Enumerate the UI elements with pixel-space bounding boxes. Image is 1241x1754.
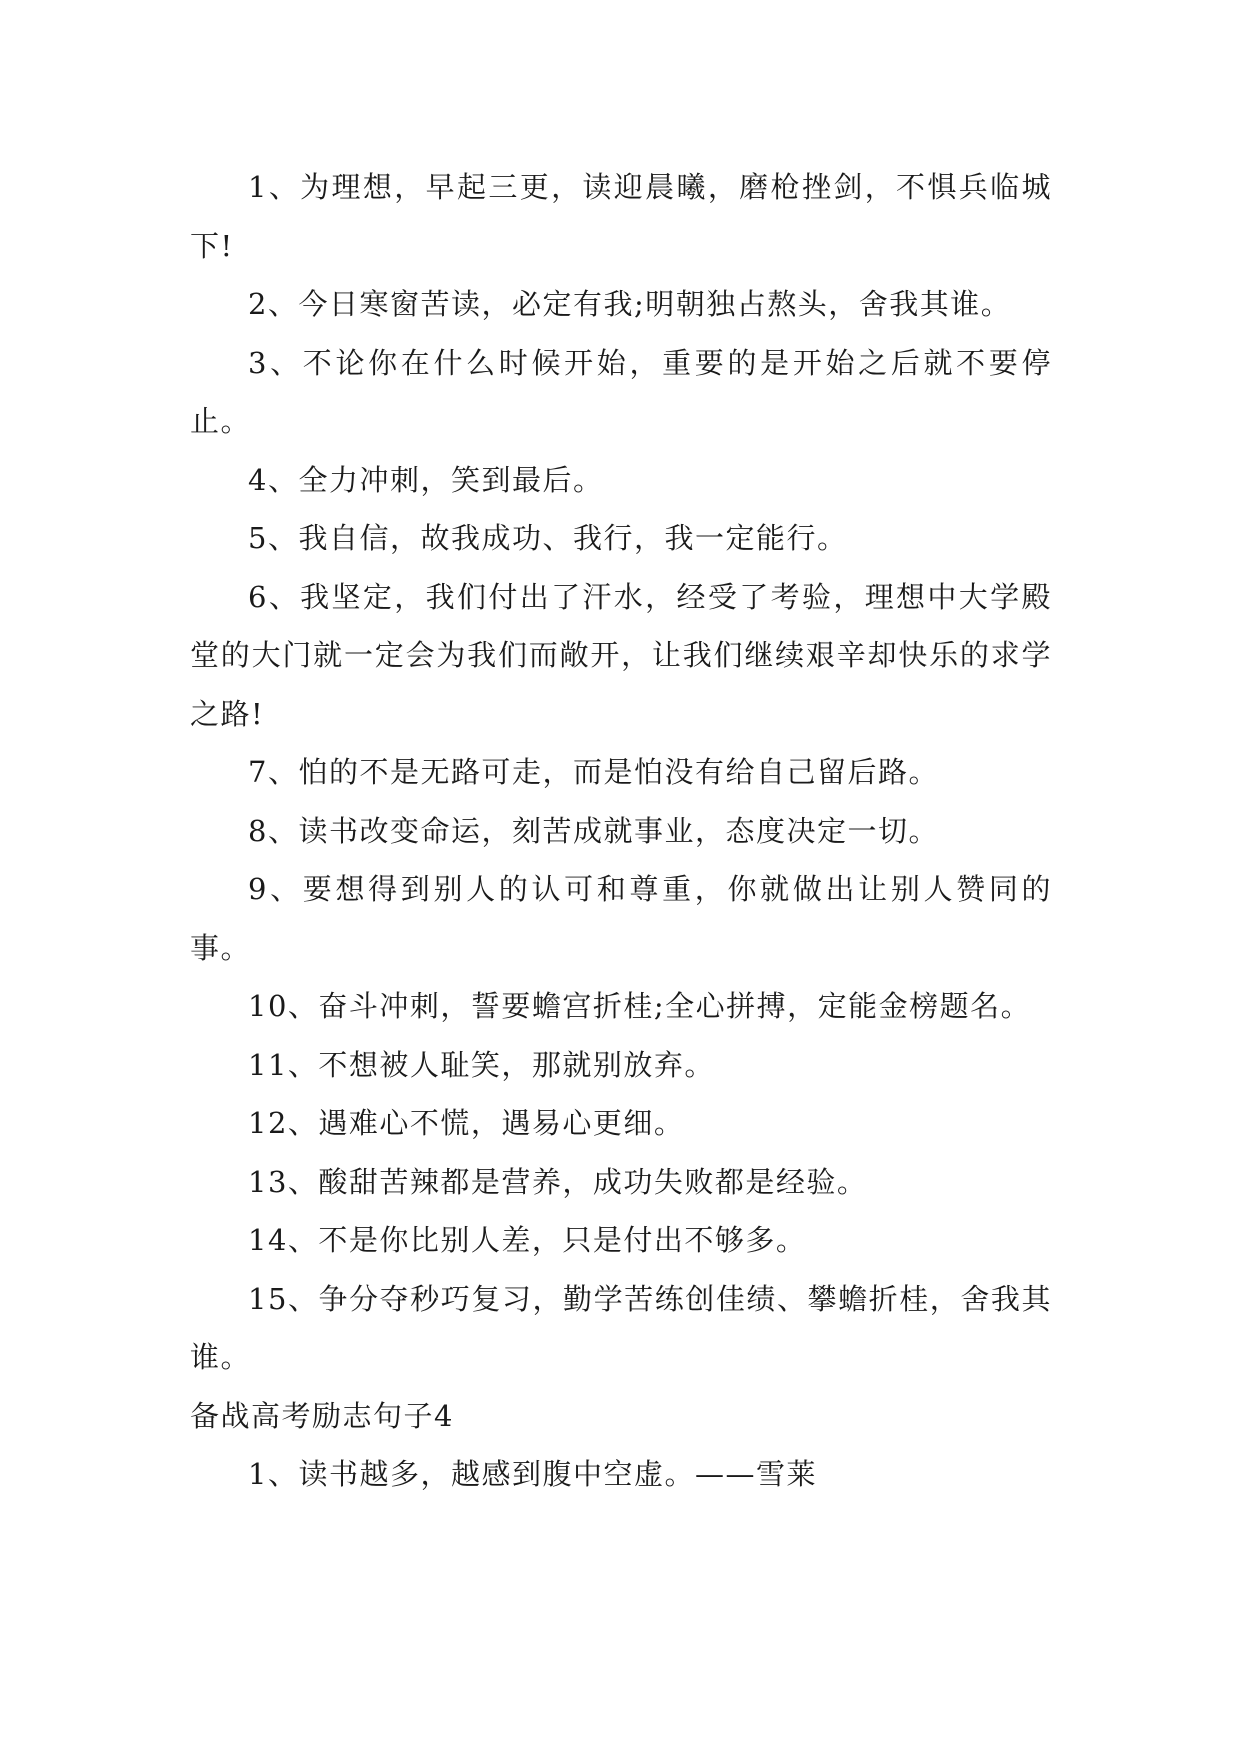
section-paragraph-1: 1、读书越多，越感到腹中空虚。——雪莱 [248, 1457, 817, 1491]
paragraph-15: 15、争分夺秒巧复习，勤学苦练创佳绩、攀蟾折桂，舍我其谁。 [190, 1281, 1052, 1374]
paragraph-3: 3、不论你在什么时候开始，重要的是开始之后就不要停止。 [190, 345, 1052, 438]
paragraph-11: 11、不想被人耻笑，那就别放弃。 [248, 1047, 715, 1082]
paragraph-7: 7、怕的不是无路可走，而是怕没有给自己留后路。 [248, 755, 939, 789]
paragraph-8: 8、读书改变命运，刻苦成就事业，态度决定一切。 [248, 813, 939, 848]
paragraph-2: 2、今日寒窗苦读，必定有我;明朝独占熬头，舍我其谁。 [248, 287, 1012, 321]
paragraph-6: 6、我坚定，我们付出了汗水，经受了考验，理想中大学殿堂的大门就一定会为我们而敞开，让我们继续艰辛却快乐的求学之路! [190, 579, 1052, 731]
paragraph-9: 9、要想得到别人的认可和尊重，你就做出让别人赞同的事。 [190, 872, 1052, 965]
document-body [190, 158, 1052, 1504]
section-heading: 备战高考励志句子4 [190, 1398, 454, 1433]
paragraph-1: 1、为理想，早起三更，读迎晨曦，磨枪挫剑，不惧兵临城下! [190, 170, 1052, 263]
paragraph-4: 4、全力冲刺，笑到最后。 [248, 462, 604, 497]
paragraph-12: 12、遇难心不慌，遇易心更细。 [248, 1106, 685, 1140]
paragraph-14: 14、不是你比别人差，只是付出不够多。 [248, 1223, 807, 1257]
paragraph-5: 5、我自信，故我成功、我行，我一定能行。 [248, 521, 848, 555]
paragraph-13: 13、酸甜苦辣都是营养，成功失败都是经验。 [248, 1164, 868, 1199]
paragraph-10: 10、奋斗冲刺，誓要蟾宫折桂;全心拼搏，定能金榜题名。 [248, 989, 1032, 1023]
